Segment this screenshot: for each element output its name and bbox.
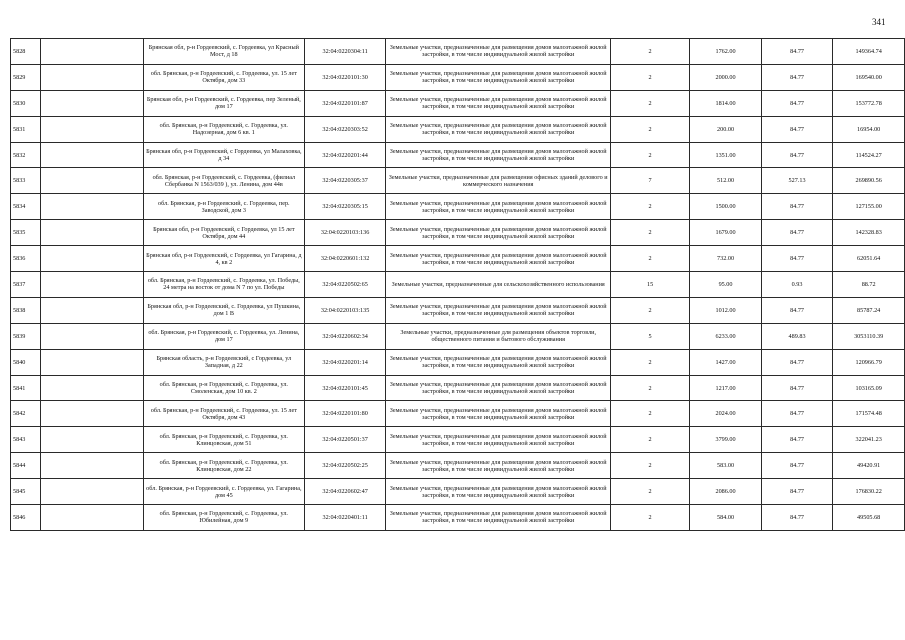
empty-cell (40, 453, 143, 479)
group-cell: 2 (610, 505, 689, 531)
rate-cell: 84.77 (761, 297, 833, 323)
address-cell: Брянская область, р-н Гордеевский, с Гордеевка, ул Западная, д 22 (143, 349, 304, 375)
area-cell: 583.00 (690, 453, 762, 479)
area-cell: 1814.00 (690, 90, 762, 116)
address-cell: обл. Брянская, р-н Гордеевский, с. Гордеевка, ул. Ленина, дом 17 (143, 323, 304, 349)
table-row (11, 375, 905, 401)
group-cell: 2 (610, 297, 689, 323)
rate-cell: 84.77 (761, 220, 833, 246)
cadastral-value-cell: 120966.79 (833, 349, 905, 375)
area-cell: 3799.00 (690, 427, 762, 453)
row-number-cell: 5842 (11, 401, 41, 427)
cadastral-number-cell: 32:04:0220304:11 (304, 39, 386, 65)
rate-cell: 84.77 (761, 116, 833, 142)
address-cell: Брянская обл, р-н Гордеевский, с Гордеевка, ул Гагарина, д 4, кв 2 (143, 246, 304, 272)
table-row (11, 64, 905, 90)
group-cell: 2 (610, 116, 689, 142)
row-number-cell: 5833 (11, 168, 41, 194)
land-use-cell: Земельные участки, предназначенные для размещения офисных зданий делового и коммерческого назначения (386, 168, 610, 194)
rate-cell: 527.13 (761, 168, 833, 194)
row-number-cell: 5840 (11, 349, 41, 375)
cadastral-value-cell: 114524.27 (833, 142, 905, 168)
cadastral-value-cell: 88.72 (833, 272, 905, 298)
page-number: 341 (872, 17, 886, 27)
area-cell: 1427.00 (690, 349, 762, 375)
rate-cell: 84.77 (761, 427, 833, 453)
cadastral-value-cell: 16954.00 (833, 116, 905, 142)
address-cell: Брянская обл, р-н Гордеевский, с. Гордеевка, ул Пушкина, дом 1 В (143, 297, 304, 323)
empty-cell (40, 375, 143, 401)
group-cell: 2 (610, 479, 689, 505)
group-cell: 2 (610, 220, 689, 246)
empty-cell (40, 116, 143, 142)
table-row (11, 220, 905, 246)
table-row (11, 349, 905, 375)
group-cell: 5 (610, 323, 689, 349)
address-cell: Брянская обл, р-н Гордеевский, с Гордеевка, ул 15 лет Октября, дом 44 (143, 220, 304, 246)
address-cell: обл. Брянская, р-н Гордеевский, с. Гордеевка, ул. Гагарина, дом 45 (143, 479, 304, 505)
address-cell: Брянская обл, р-н Гордеевский, с. Гордеевка, ул Красный Мост, д 18 (143, 39, 304, 65)
rate-cell: 84.77 (761, 401, 833, 427)
row-number-cell: 5844 (11, 453, 41, 479)
cadastral-number-cell: 32:04:0220101:45 (304, 375, 386, 401)
cadastral-value-cell: 3053110.39 (833, 323, 905, 349)
land-use-cell: Земельные участки, предназначенные для размещения домов малоэтажной жилой застройки, в том числе индивидуальной жилой застройки (386, 194, 610, 220)
cadastral-value-cell: 85787.24 (833, 297, 905, 323)
rate-cell: 84.77 (761, 375, 833, 401)
land-use-cell: Земельные участки, предназначенные для размещения домов малоэтажной жилой застройки, в том числе индивидуальной жилой застройки (386, 349, 610, 375)
cadastral-number-cell: 32:04:0220501:37 (304, 427, 386, 453)
group-cell: 2 (610, 194, 689, 220)
row-number-cell: 5829 (11, 64, 41, 90)
address-cell: обл. Брянская, р-н Гордеевский, с. Гордеевка, ул. Победы, 24 метра на восток от дома N 7 по ул. Победы (143, 272, 304, 298)
cadastral-number-cell: 32:04:0220502:25 (304, 453, 386, 479)
land-use-cell: Земельные участки, предназначенные для размещения домов малоэтажной жилой застройки, в том числе индивидуальной жилой застройки (386, 142, 610, 168)
row-number-cell: 5830 (11, 90, 41, 116)
group-cell: 2 (610, 246, 689, 272)
row-number-cell: 5836 (11, 246, 41, 272)
cadastral-number-cell: 32:04:0220305:15 (304, 194, 386, 220)
table-row (11, 401, 905, 427)
table-row (11, 297, 905, 323)
land-use-cell: Земельные участки, предназначенные для размещения домов малоэтажной жилой застройки, в том числе индивидуальной жилой застройки (386, 375, 610, 401)
row-number-cell: 5832 (11, 142, 41, 168)
cadastral-number-cell: 32:04:0220101:80 (304, 401, 386, 427)
rate-cell: 489.83 (761, 323, 833, 349)
address-cell: Брянская обл, р-н Гордеевский, с Гордеевка, ул Малаховка, д 34 (143, 142, 304, 168)
table-row (11, 39, 905, 65)
cadastral-number-cell: 32:04:0220103:135 (304, 297, 386, 323)
row-number-cell: 5839 (11, 323, 41, 349)
empty-cell (40, 194, 143, 220)
row-number-cell: 5834 (11, 194, 41, 220)
group-cell: 2 (610, 401, 689, 427)
cadastral-value-cell: 171574.48 (833, 401, 905, 427)
cadastral-number-cell: 32:04:0220602:34 (304, 323, 386, 349)
cadastral-number-cell: 32:04:0220103:136 (304, 220, 386, 246)
land-use-cell: Земельные участки, предназначенные для размещения домов малоэтажной жилой застройки, в том числе индивидуальной жилой застройки (386, 220, 610, 246)
empty-cell (40, 427, 143, 453)
land-use-cell: Земельные участки, предназначенные для размещения домов малоэтажной жилой застройки, в том числе индивидуальной жилой застройки (386, 90, 610, 116)
group-cell: 7 (610, 168, 689, 194)
rate-cell: 84.77 (761, 505, 833, 531)
cadastral-value-cell: 322041.23 (833, 427, 905, 453)
cadastral-value-cell: 176830.22 (833, 479, 905, 505)
cadastral-value-cell: 103165.09 (833, 375, 905, 401)
empty-cell (40, 401, 143, 427)
table-row (11, 90, 905, 116)
table-row (11, 479, 905, 505)
group-cell: 2 (610, 453, 689, 479)
row-number-cell: 5843 (11, 427, 41, 453)
empty-cell (40, 505, 143, 531)
address-cell: обл. Брянская, р-н Гордеевский, с. Гордеевка, ул. Клинцовская, дом 51 (143, 427, 304, 453)
rate-cell: 84.77 (761, 142, 833, 168)
cadastral-number-cell: 32:04:0220201:44 (304, 142, 386, 168)
table-body (11, 39, 905, 531)
table-row (11, 453, 905, 479)
table-row (11, 194, 905, 220)
group-cell: 2 (610, 64, 689, 90)
cadastral-value-cell: 49420.91 (833, 453, 905, 479)
row-number-cell: 5828 (11, 39, 41, 65)
address-cell: обл. Брянская, р-н Гордеевский, с. Гордеевка, ул. 15 лет Октября, дом 33 (143, 64, 304, 90)
rate-cell: 0.93 (761, 272, 833, 298)
land-use-cell: Земельные участки, предназначенные для размещения домов малоэтажной жилой застройки, в том числе индивидуальной жилой застройки (386, 505, 610, 531)
cadastral-number-cell: 32:04:0220101:87 (304, 90, 386, 116)
table-row (11, 272, 905, 298)
group-cell: 2 (610, 142, 689, 168)
cadastral-value-cell: 142328.83 (833, 220, 905, 246)
area-cell: 1679.00 (690, 220, 762, 246)
land-use-cell: Земельные участки, предназначенные для размещения домов малоэтажной жилой застройки, в том числе индивидуальной жилой застройки (386, 453, 610, 479)
empty-cell (40, 168, 143, 194)
cadastral-number-cell: 32:04:0220502:65 (304, 272, 386, 298)
cadastral-number-cell: 32:04:0220201:14 (304, 349, 386, 375)
rate-cell: 84.77 (761, 64, 833, 90)
area-cell: 1762.00 (690, 39, 762, 65)
group-cell: 2 (610, 39, 689, 65)
address-cell: обл. Брянская, р-н Гордеевский, с. Гордеевка, ул. Смоленская, дом 10 кв. 2 (143, 375, 304, 401)
rate-cell: 84.77 (761, 453, 833, 479)
address-cell: обл. Брянская, р-н Гордеевский, с. Гордеевка, ул. Надозерная, дом 6 кв. 1 (143, 116, 304, 142)
row-number-cell: 5845 (11, 479, 41, 505)
empty-cell (40, 323, 143, 349)
group-cell: 2 (610, 349, 689, 375)
area-cell: 1500.00 (690, 194, 762, 220)
cadastral-value-table (10, 38, 905, 531)
area-cell: 2000.00 (690, 64, 762, 90)
rate-cell: 84.77 (761, 90, 833, 116)
land-use-cell: Земельные участки, предназначенные для размещения домов малоэтажной жилой застройки, в том числе индивидуальной жилой застройки (386, 479, 610, 505)
area-cell: 200.00 (690, 116, 762, 142)
land-use-cell: Земельные участки, предназначенные для размещения домов малоэтажной жилой застройки, в том числе индивидуальной жилой застройки (386, 116, 610, 142)
empty-cell (40, 349, 143, 375)
address-cell: обл. Брянская, р-н Гордеевский, с. Гордеевка, пер. Заводской, дом 3 (143, 194, 304, 220)
cadastral-value-cell: 49505.68 (833, 505, 905, 531)
empty-cell (40, 64, 143, 90)
land-use-cell: Земельные участки, предназначенные для размещения домов малоэтажной жилой застройки, в том числе индивидуальной жилой застройки (386, 246, 610, 272)
area-cell: 2086.00 (690, 479, 762, 505)
area-cell: 732.00 (690, 246, 762, 272)
group-cell: 2 (610, 427, 689, 453)
area-cell: 6233.00 (690, 323, 762, 349)
row-number-cell: 5838 (11, 297, 41, 323)
empty-cell (40, 479, 143, 505)
rate-cell: 84.77 (761, 39, 833, 65)
rate-cell: 84.77 (761, 349, 833, 375)
cadastral-value-cell: 153772.78 (833, 90, 905, 116)
empty-cell (40, 39, 143, 65)
group-cell: 2 (610, 90, 689, 116)
address-cell: обл. Брянская, р-н Гордеевский, с. Гордеевка, ул. 15 лет Октября, дом 43 (143, 401, 304, 427)
area-cell: 95.00 (690, 272, 762, 298)
land-use-cell: Земельные участки, предназначенные для размещения домов малоэтажной жилой застройки, в том числе индивидуальной жилой застройки (386, 427, 610, 453)
table-row (11, 323, 905, 349)
cadastral-number-cell: 32:04:0220305:37 (304, 168, 386, 194)
row-number-cell: 5846 (11, 505, 41, 531)
empty-cell (40, 297, 143, 323)
row-number-cell: 5837 (11, 272, 41, 298)
group-cell: 15 (610, 272, 689, 298)
land-use-cell: Земельные участки, предназначенные для размещения объектов торговли, общественного питания и бытового обслуживания (386, 323, 610, 349)
rate-cell: 84.77 (761, 479, 833, 505)
table-row (11, 168, 905, 194)
empty-cell (40, 246, 143, 272)
area-cell: 1351.00 (690, 142, 762, 168)
empty-cell (40, 142, 143, 168)
area-cell: 2024.00 (690, 401, 762, 427)
area-cell: 1012.00 (690, 297, 762, 323)
empty-cell (40, 272, 143, 298)
table-row (11, 142, 905, 168)
empty-cell (40, 90, 143, 116)
rate-cell: 84.77 (761, 246, 833, 272)
cadastral-value-cell: 149364.74 (833, 39, 905, 65)
area-cell: 584.00 (690, 505, 762, 531)
rate-cell: 84.77 (761, 194, 833, 220)
table-row (11, 116, 905, 142)
table-row (11, 246, 905, 272)
address-cell: обл. Брянская, р-н Гордеевский, с. Гордеевка, ул. Клинцовская, дом 22 (143, 453, 304, 479)
table-row (11, 427, 905, 453)
address-cell: обл. Брянская, р-н Гордеевский, с. Гордеевка, (филиал Сбербанка N 1563/039 ), ул. Ленина, дом 44в (143, 168, 304, 194)
cadastral-value-cell: 62051.64 (833, 246, 905, 272)
row-number-cell: 5831 (11, 116, 41, 142)
cadastral-number-cell: 32:04:0220101:30 (304, 64, 386, 90)
land-use-cell: Земельные участки, предназначенные для размещения домов малоэтажной жилой застройки, в том числе индивидуальной жилой застройки (386, 401, 610, 427)
area-cell: 512.00 (690, 168, 762, 194)
cadastral-number-cell: 32:04:0220401:11 (304, 505, 386, 531)
address-cell: обл. Брянская, р-н Гордеевский, с. Гордеевка, ул. Юбилейная, дом 9 (143, 505, 304, 531)
area-cell: 1217.00 (690, 375, 762, 401)
cadastral-number-cell: 32:04:0220602:47 (304, 479, 386, 505)
cadastral-value-cell: 269890.56 (833, 168, 905, 194)
cadastral-value-cell: 169540.00 (833, 64, 905, 90)
group-cell: 2 (610, 375, 689, 401)
cadastral-value-cell: 127155.00 (833, 194, 905, 220)
cadastral-number-cell: 32:04:0220601:132 (304, 246, 386, 272)
table-row (11, 505, 905, 531)
row-number-cell: 5841 (11, 375, 41, 401)
land-use-cell: Земельные участки, предназначенные для размещения домов малоэтажной жилой застройки, в том числе индивидуальной жилой застройки (386, 39, 610, 65)
land-use-cell: Земельные участки, предназначенные для размещения домов малоэтажной жилой застройки, в том числе индивидуальной жилой застройки (386, 297, 610, 323)
row-number-cell: 5835 (11, 220, 41, 246)
cadastral-number-cell: 32:04:0220303:52 (304, 116, 386, 142)
land-use-cell: Земельные участки, предназначенные для размещения домов малоэтажной жилой застройки, в том числе индивидуальной жилой застройки (386, 64, 610, 90)
land-use-cell: Земельные участки, предназначенные для сельскохозяйственного использования (386, 272, 610, 298)
address-cell: Брянская обл, р-н Гордеевский, с. Гордеевка, пер Зеленый, дом 17 (143, 90, 304, 116)
empty-cell (40, 220, 143, 246)
